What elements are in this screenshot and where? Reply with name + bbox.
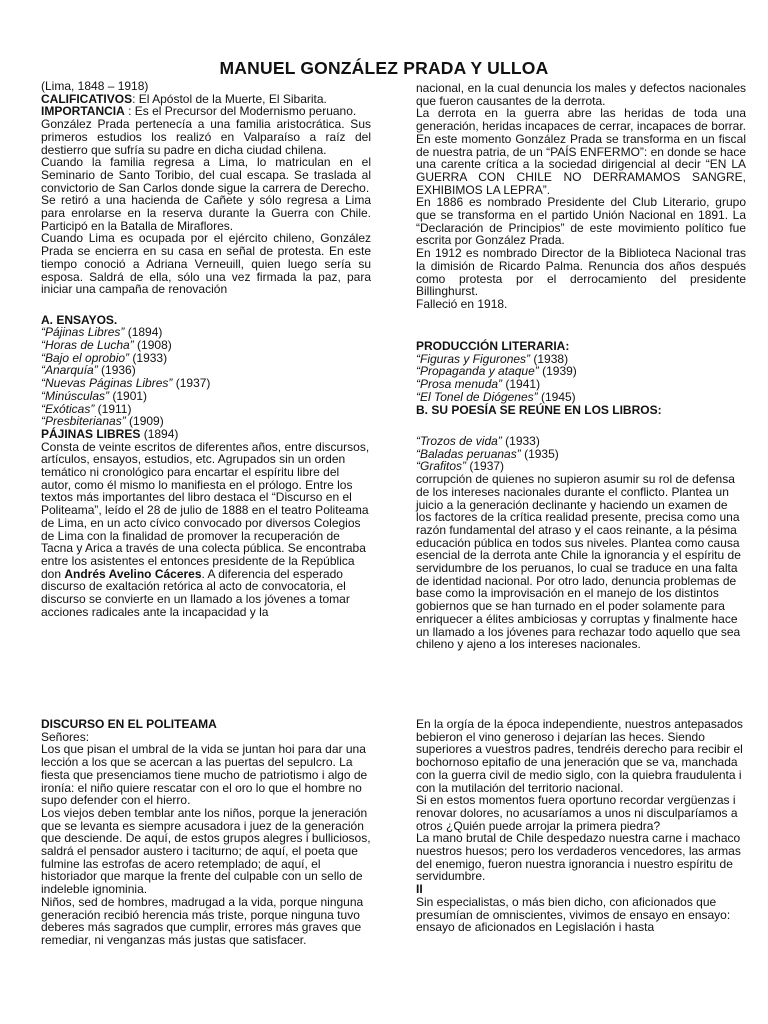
discurso-paragraph: Los que pisan el umbral de la vida se juntan hoi para dar una lección a los que se acercan a las puertas del sepulcro. La fiesta que presenciamos tiene mucho de patriotismo i algo de ironía: el niño quiere rescatar con el oro lo que el hombre no supo defender con el hierro. <box>41 742 368 808</box>
bio-paragraph: Se retiró a una hacienda de Cañete y sólo regresa a Lima para enrolarse en la reserva durante la Guerra con Chile. Participó en la Batalla de Miraflores. <box>41 193 371 233</box>
page-title: MANUEL GONZÁLEZ PRADA Y ULLOA <box>219 58 549 78</box>
discurso-heading: DISCURSO EN EL POLITEAMA <box>41 717 217 731</box>
list-item: “Anarquía” (1936) <box>41 363 136 378</box>
discurso-continued-column <box>416 718 746 934</box>
bio-paragraph: En 1912 es nombrado Director de la Biblioteca Nacional tras la dimisión de Ricardo Palma. Renuncia dos años después como protesta por el derrocamiento del presidente Billinghurst. <box>416 246 746 299</box>
bio-dates: (Lima, 1848 – 1918) <box>41 79 149 93</box>
roman-numeral: II <box>416 882 423 897</box>
discurso-paragraph: La mano brutal de Chile despedazo nuestra carne i machaco nuestros huesos; pero los verdaderos vencedores, las armas del enemigo, fueron nuestra ignorancia i nuestro espíritu de servidumbre. <box>416 831 741 884</box>
discurso-paragraph: Niños, sed de hombres, madrugad a la vida, porque ninguna generación recibió herencia más triste, porque ninguna tuvo deberes más sagrados que cumplir, errores más graves que remediar, ni venganzas más justas que satisfacer. <box>41 894 364 947</box>
bio-paragraph: nacional, en la cual denuncia los males y defectos nacionales que fueron causantes de la derrota. <box>416 81 746 108</box>
bio-paragraph: En 1886 es nombrado Presidente del Club Literario, grupo que se transforma en el partido Unión Nacional en 1891. La “Declaración de Principios” de este movimiento político fue escrita por González Prada. <box>416 195 746 248</box>
pajinas-text: Consta de veinte escritos de diferentes años, entre discursos, artículos, ensayos, estudios, etc. Agrupados sin un orden temático ni cronológico para encartar el espíritu libre del autor, como él mismo lo manifiesta en el prólogo. Entre los textos más importantes del libro destaca el “Discurso en el Politeama”, leído el 28 de julio de 1888 en el teatro Politeama de Lima, en un acto cívico convocado por diversos Colegios de Lima con la finalidad de promover la recuperación de Tacna y Arica a través de una colecta pública. Se encontraba entre los asistentes el entonces presidente de la República don Andrés Avelino Cáceres. A diferencia del esperado discurso de exaltación retórica al acto de convocatoria, el discurso se convierte en un llamado a los jóvenes a tomar acciones radicales ante la incapacidad y la <box>41 439 370 619</box>
discurso-paragraph: En la orgía de la época independiente, nuestros antepasados bebieron el vino generoso i dejarían las heces. Siendo superiores a vuestros padres, tendréis derecho para recibir el bochornoso epitafio de una jeneración que se va, manchada con la guerra civil de medio siglo, con la quiebra fraudulenta i con la mutilación del territorio nacional. <box>416 717 743 795</box>
bio-paragraph: La derrota en la guerra abre las heridas de toda una generación, heridas incapaces de cerrar, incapaces de borrar. En este momento González Prada se transforma en un fiscal de nuestra patria, de un “PAÍS ENFERMO”: en donde se hace una carente crítica a la sociedad dirigencial al decir “EN LA GUERRA CON CHILE NO DERRAMAMOS SANGRE, EXHIBIMOS LA LEPRA”. <box>416 106 746 197</box>
list-item: “Exóticas” (1911) <box>41 401 132 416</box>
list-item: “Presbiterianas” (1909) <box>41 414 164 429</box>
list-item: “Grafitos” (1937) <box>416 459 505 474</box>
list-item: “Horas de Lucha” (1908) <box>41 338 172 353</box>
list-item: “Baladas peruanas” (1935) <box>416 446 559 461</box>
discurso-column <box>41 718 371 947</box>
calificativos-text: : El Apóstol de la Muerte, El Sibarita. <box>132 91 327 106</box>
president-name: Andrés Avelino Cáceres <box>64 566 202 581</box>
list-item: “Minúsculas” (1901) <box>41 388 148 403</box>
ensayos-list <box>41 326 371 428</box>
produccion-heading: PRODUCCIÓN LITERARIA: <box>416 339 570 353</box>
bio-paragraph: Cuando la familia regresa a Lima, lo matriculan en el Seminario de Santo Toribio, del cual escapa. Se trasladа al convictorio de San Carlos donde sigue la carrera de Derecho. <box>41 155 371 195</box>
list-item: “Trozos de vida” (1933) <box>416 434 540 448</box>
discurso-paragraph: Si en estos momentos fuera oportuno recordar vergüenzas i renovar dolores, no acusaríamos a unos ni disculparíamos a otros ¿Quién puede arrojar la primera piedra? <box>416 793 738 833</box>
biography-column <box>41 80 371 619</box>
bio-paragraph: Falleció en 1918. <box>416 296 508 311</box>
bio-paragraph: González Prada pertenecía a una familia aristocrática. Sus primeros estudios los realizó en Valparaíso a raíz del destierro que sufría su padre en dicha ciudad chilena. <box>41 117 371 157</box>
discurso-paragraph: Los viejos deben temblar ante los niños, porque la jeneración que se levanta es siempre acusadora i juez de la generación que desciende. De aquí, de estos grupos alegres i bulliciosos, saldrá el pensador austero i taciturno; de aquí, el poeta que fulmine las estrofas de acero retemplado; de aquí, el historiador que marque la frente del culpable con un sello de indeleble ignominia. <box>41 805 371 897</box>
list-item: “Propaganda y ataque” (1939) <box>416 364 577 379</box>
biography-continued-column <box>416 82 746 311</box>
poesia-text: corrupción de quienes no supieron asumir su rol de defensa de los intereses nacionales durante el conflicto. Plantea un juicio a la generación declinante y haciendo un examen de los factores de la crítica realidad presente, precisa como una razón fundamental del atraso y el caos reinante, a la pésima educación pública en todos sus niveles. Plantea como causa esencial de la derrota ante Chile la ignorancia y el espíritu de servidumbre de los peruanos, lo cual se traduce en una falta de identidad nacional. Por otro lado, denuncia problemas de base como la improvisación en el manejo de los distintos gobiernos que se han turnado en el poder solamente para enriquecer a élites ambiciosas y corruptas y finalmente hace un llamado a los jóvenes para rechazar todo aquello que sea chileno y ajeno a los intereses nacionales. <box>416 472 741 652</box>
importancia-text: : Es el Precursor del Modernismo peruano. <box>124 104 357 119</box>
poesia-heading: B. SU POESÍA SE REÚNE EN LOS LIBROS: <box>416 402 662 417</box>
list-item: “El Tonel de Diógenes” (1945) <box>416 389 576 404</box>
list-item: “Prosa menuda” (1941) <box>416 377 541 392</box>
discurso-salutation: Señores: <box>41 729 90 744</box>
ensayos-heading: A. ENSAYOS. <box>41 312 118 327</box>
poesia-section <box>416 435 746 651</box>
bio-paragraph: Cuando Lima es ocupada por el ejército chileno, González Prada se encierra en su casa en señal de protesta. En este tiempo conoció a Adriana Verneuill, quien luego sería su esposa. Saldrá de ella, sólo una vez firmada la paz, para iniciar una campaña de renovación <box>41 231 371 297</box>
list-item: “Bajo el oprobio” (1933) <box>41 350 168 365</box>
importancia-label: IMPORTANCIA <box>41 104 125 119</box>
list-item: “Pájinas Libres” (1894) <box>41 325 163 340</box>
produccion-section <box>416 340 746 416</box>
pajinas-heading: PÁJINAS LIBRES (1894) <box>41 426 179 441</box>
list-item: “Figuras y Figurones” (1938) <box>416 351 569 366</box>
discurso-paragraph: Sin especialistas, o más bien dicho, con aficionados que presumían de omniscientes, vivimos de ensayo en ensayo: ensayo de aficionados en Legislación i hasta <box>416 894 731 935</box>
list-item: “Nuevas Páginas Libres” (1937) <box>41 376 211 391</box>
calificativos-label: CALIFICATIVOS <box>41 91 133 106</box>
